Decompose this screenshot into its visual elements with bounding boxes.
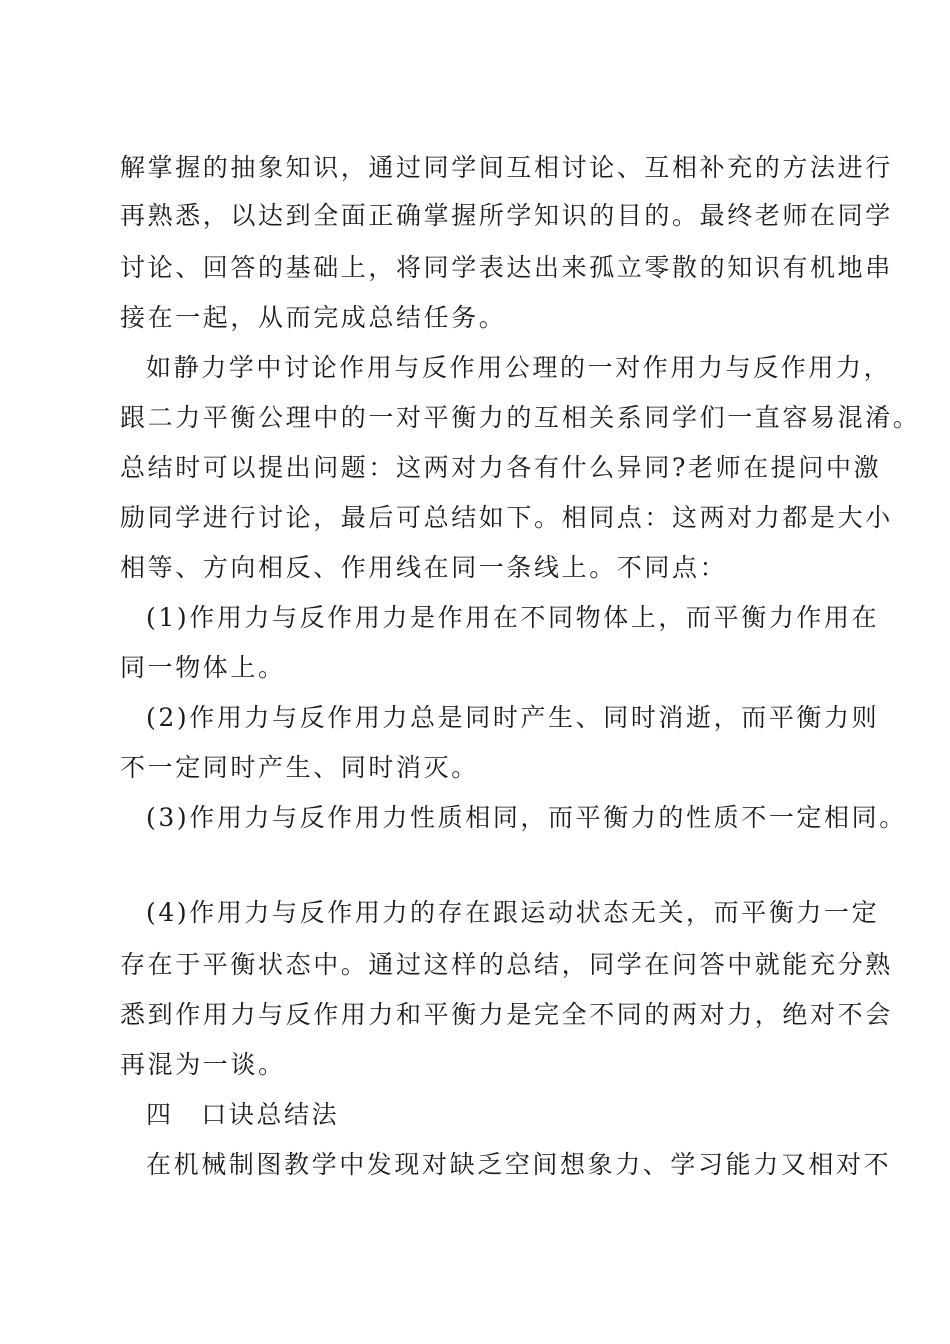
paragraph-2-line-1: 如静力学中讨论作用与反作用公理的一对作用力与反作用力， [146, 353, 892, 382]
paragraph-last-line-1: 在机械制图教学中发现对缺乏空间想象力、学习能力又相对不 [146, 1150, 892, 1179]
paragraph-2-line-2: 跟二力平衡公理中的一对平衡力的互相关系同学们一直容易混淆。 [120, 403, 921, 432]
paragraph-2-line-4: 励同学进行讨论，最后可总结如下。相同点：这两对力都是大小 [120, 503, 893, 532]
list-item-1-line-2: 同一物体上。 [120, 653, 286, 682]
list-item-4-line-3: 悉到作用力与反作用力和平衡力是完全不同的两对力，绝对不会 [120, 1000, 893, 1029]
paragraph-1-line-1: 解掌握的抽象知识，通过同学间互相讨论、互相补充的方法进行 [120, 153, 893, 182]
paragraph-2-line-3: 总结时可以提出问题：这两对力各有什么异同?老师在提问中激 [120, 453, 882, 482]
list-item-2-line-1: (2)作用力与反作用力总是同时产生、同时消逝，而平衡力则 [146, 703, 880, 732]
list-item-4-line-2: 存在于平衡状态中。通过这样的总结，同学在问答中就能充分熟 [120, 950, 893, 979]
list-item-4-line-4: 再混为一谈。 [120, 1050, 286, 1079]
list-item-2-line-2: 不一定同时产生、同时消灭。 [120, 753, 479, 782]
list-item-1-line-1: (1)作用力与反作用力是作用在不同物体上，而平衡力作用在 [146, 603, 880, 632]
paragraph-1-line-4: 接在一起，从而完成总结任务。 [120, 303, 507, 332]
paragraph-1-line-3: 讨论、回答的基础上，将同学表达出来孤立零散的知识有机地串 [120, 253, 893, 282]
section-heading: 四 口诀总结法 [146, 1100, 340, 1129]
paragraph-2-line-5: 相等、方向相反、作用线在同一条线上。不同点： [120, 553, 728, 582]
paragraph-1-line-2: 再熟悉，以达到全面正确掌握所学知识的目的。最终老师在同学 [120, 201, 893, 230]
list-item-3-line-1: (3)作用力与反作用力性质相同，而平衡力的性质不一定相同。 [146, 803, 907, 832]
list-item-4-line-1: (4)作用力与反作用力的存在跟运动状态无关，而平衡力一定 [146, 898, 880, 927]
